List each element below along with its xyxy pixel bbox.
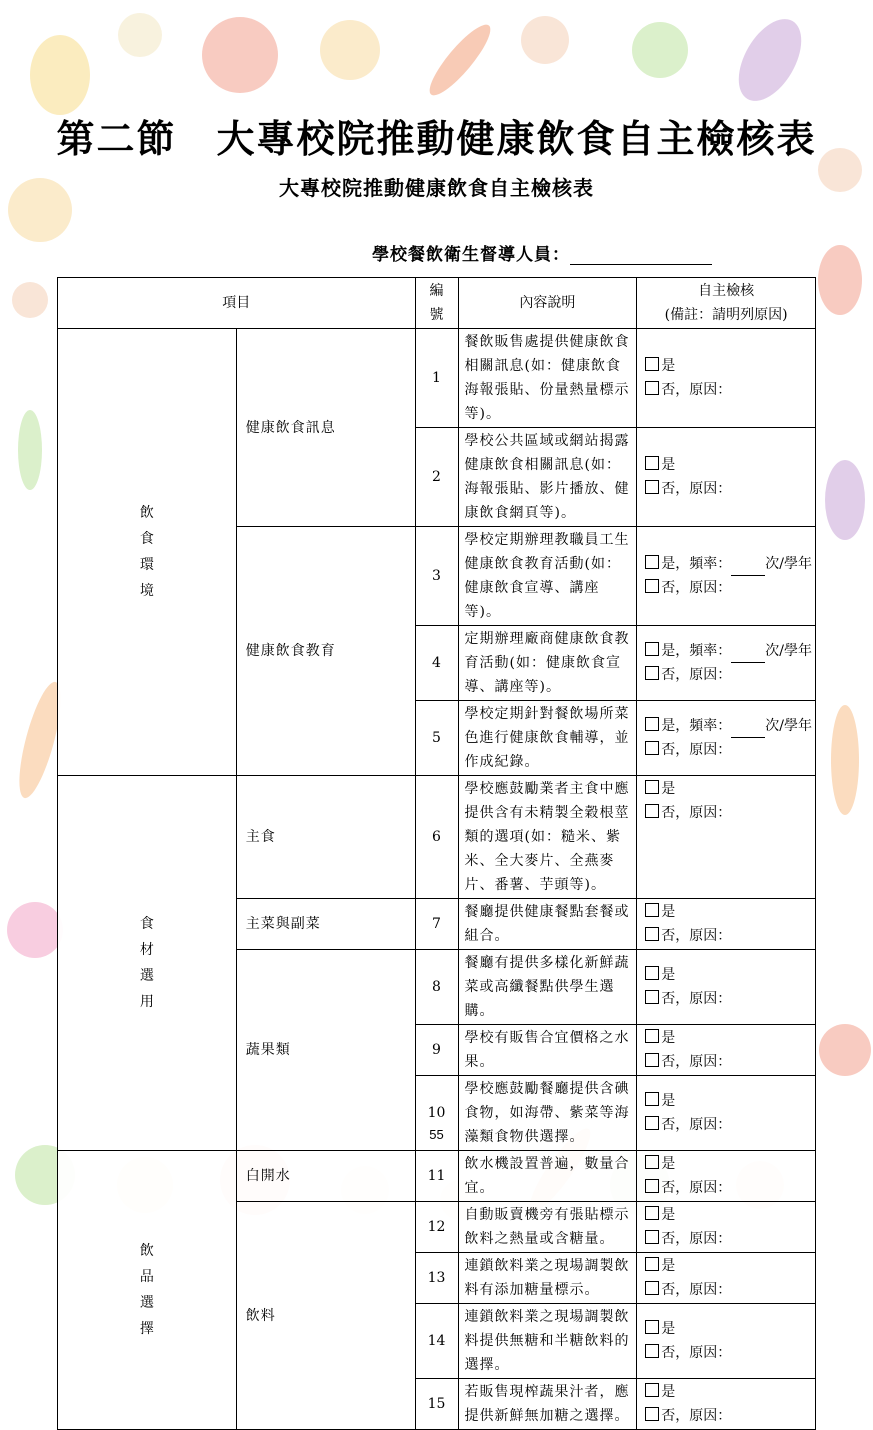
row-description: 定期辦理廠商健康飲食教育活動(如：健康飲食宣導、講座等)。 — [458, 626, 637, 701]
no-checkbox[interactable] — [645, 666, 659, 680]
header-content: 內容說明 — [458, 278, 637, 329]
yes-checkbox[interactable] — [645, 642, 659, 656]
check-cell: 是 否，原因： — [637, 329, 816, 428]
subcategory-cell: 健康飲食教育 — [236, 527, 415, 776]
table-row — [58, 1151, 816, 1202]
header-number: 編號 — [415, 278, 458, 329]
check-cell: 是，頻率： 次/學年 否，原因： — [637, 701, 816, 776]
category-cell: 飲品選擇 — [58, 1151, 237, 1430]
row-number: 4 — [415, 626, 458, 701]
row-number: 1 — [415, 329, 458, 428]
no-checkbox[interactable] — [645, 1053, 659, 1067]
header-check-label: 自主檢核 — [698, 283, 755, 299]
yes-checkbox[interactable] — [645, 1257, 659, 1271]
category-cell: 飲食環境 — [58, 329, 237, 776]
subcategory-cell: 主菜與副菜 — [236, 899, 415, 950]
subcategory-cell: 白開水 — [236, 1151, 415, 1202]
no-checkbox[interactable] — [645, 381, 659, 395]
row-number: 6 — [415, 776, 458, 899]
no-checkbox[interactable] — [645, 741, 659, 755]
check-cell: 是 否，原因： — [637, 1202, 816, 1253]
yes-checkbox[interactable] — [645, 1092, 659, 1106]
row-description: 自動販賣機旁有張貼標示飲料之熱量或含糖量。 — [458, 1202, 637, 1253]
subcategory-cell: 飲料 — [236, 1202, 415, 1430]
frequency-blank[interactable] — [731, 649, 765, 663]
subcategory-cell: 健康飲食訊息 — [236, 329, 415, 527]
header-check — [637, 278, 816, 329]
check-cell: 是 否，原因： — [637, 428, 816, 527]
header-item: 項目 — [58, 278, 416, 329]
table-header-row — [58, 278, 816, 329]
row-description: 學校應鼓勵餐廳提供含碘食物，如海帶、紫菜等海藻類食物供選擇。 — [458, 1076, 637, 1151]
no-checkbox[interactable] — [645, 1281, 659, 1295]
yes-checkbox[interactable] — [645, 780, 659, 794]
checklist-table — [57, 277, 816, 1430]
no-checkbox[interactable] — [645, 480, 659, 494]
no-checkbox[interactable] — [645, 1230, 659, 1244]
row-number: 9 — [415, 1025, 458, 1076]
no-checkbox[interactable] — [645, 1179, 659, 1193]
row-description: 餐飲販售處提供健康飲食相關訊息(如：健康飲食海報張貼、份量熱量標示等)。 — [458, 329, 637, 428]
frequency-blank[interactable] — [731, 724, 765, 738]
subcategory-cell: 主食 — [236, 776, 415, 899]
yes-checkbox[interactable] — [645, 1155, 659, 1169]
row-number: 3 — [415, 527, 458, 626]
yes-checkbox[interactable] — [645, 357, 659, 371]
check-cell: 是 否，原因： — [637, 1253, 816, 1304]
check-cell: 是，頻率： 次/學年 否，原因： — [637, 626, 816, 701]
yes-checkbox[interactable] — [645, 1206, 659, 1220]
no-checkbox[interactable] — [645, 990, 659, 1004]
row-number: 11 — [415, 1151, 458, 1202]
yes-checkbox[interactable] — [645, 966, 659, 980]
check-cell: 是 否，原因： — [637, 899, 816, 950]
row-number: 5 — [415, 701, 458, 776]
page-title: 第二節 大專校院推動健康飲食自主檢核表 — [56, 116, 817, 161]
no-checkbox[interactable] — [645, 1344, 659, 1358]
row-number: 15 — [415, 1379, 458, 1430]
row-description: 學校應鼓勵業者主食中應提供含有未精製全穀根莖類的選項(如：糙米、紫米、全大麥片、全燕麥片、番薯、芋頭等)。 — [458, 776, 637, 899]
check-cell: 是 否，原因： — [637, 776, 816, 899]
row-description: 學校公共區域或網站揭露健康飲食相關訊息(如：海報張貼、影片播放、健康飲食網頁等)。 — [458, 428, 637, 527]
row-description: 學校定期辦理教職員工生健康飲食教育活動(如：健康飲食宣導、講座等)。 — [458, 527, 637, 626]
yes-checkbox[interactable] — [645, 1320, 659, 1334]
no-checkbox[interactable] — [645, 927, 659, 941]
check-cell: 是 否，原因： — [637, 1151, 816, 1202]
yes-checkbox[interactable] — [645, 1029, 659, 1043]
yes-checkbox[interactable] — [645, 903, 659, 917]
category-cell: 食材選用 — [58, 776, 237, 1151]
row-description: 學校定期針對餐飲場所菜色進行健康飲食輔導，並作成紀錄。 — [458, 701, 637, 776]
form-title: 大專校院推動健康飲食自主檢核表 — [279, 176, 594, 200]
row-number: 12 — [415, 1202, 458, 1253]
supervisor-label: 學校餐飲衛生督導人員： — [372, 245, 570, 265]
row-number: 2 — [415, 428, 458, 527]
table-row — [58, 329, 816, 428]
subcategory-cell: 蔬果類 — [236, 950, 415, 1151]
row-description: 餐廳有提供多樣化新鮮蔬菜或高纖餐點供學生選購。 — [458, 950, 637, 1025]
check-cell: 是，頻率： 次/學年 否，原因： — [637, 527, 816, 626]
no-checkbox[interactable] — [645, 1407, 659, 1421]
row-description: 學校有販售合宜價格之水果。 — [458, 1025, 637, 1076]
row-description: 連鎖飲料業之現場調製飲料有添加糖量標示。 — [458, 1253, 637, 1304]
row-number: 13 — [415, 1253, 458, 1304]
frequency-blank[interactable] — [731, 562, 765, 576]
row-number: 8 — [415, 950, 458, 1025]
row-description: 餐廳提供健康餐點套餐或組合。 — [458, 899, 637, 950]
check-cell: 是 否，原因： — [637, 1304, 816, 1379]
supervisor-signature-line[interactable] — [570, 248, 712, 265]
check-cell: 是 否，原因： — [637, 1076, 816, 1151]
check-cell: 是 否，原因： — [637, 1379, 816, 1430]
no-checkbox[interactable] — [645, 804, 659, 818]
row-number: 10 — [415, 1076, 458, 1151]
table-row — [58, 776, 816, 899]
row-description: 連鎖飲料業之現場調製飲料提供無糖和半糖飲料的選擇。 — [458, 1304, 637, 1379]
row-number: 14 — [415, 1304, 458, 1379]
no-checkbox[interactable] — [645, 579, 659, 593]
check-cell: 是 否，原因： — [637, 950, 816, 1025]
row-description: 若販售現榨蔬果汁者，應提供新鮮無加糖之選擇。 — [458, 1379, 637, 1430]
header-check-note: (備註：請明列原因) — [664, 307, 788, 323]
yes-checkbox[interactable] — [645, 555, 659, 569]
page-number: 55 — [429, 1127, 444, 1142]
row-description: 飲水機設置普遍，數量合宜。 — [458, 1151, 637, 1202]
row-number: 7 — [415, 899, 458, 950]
supervisor-field — [372, 240, 712, 265]
yes-checkbox[interactable] — [645, 1383, 659, 1397]
check-cell: 是 否，原因： — [637, 1025, 816, 1076]
yes-checkbox[interactable] — [645, 717, 659, 731]
yes-checkbox[interactable] — [645, 456, 659, 470]
